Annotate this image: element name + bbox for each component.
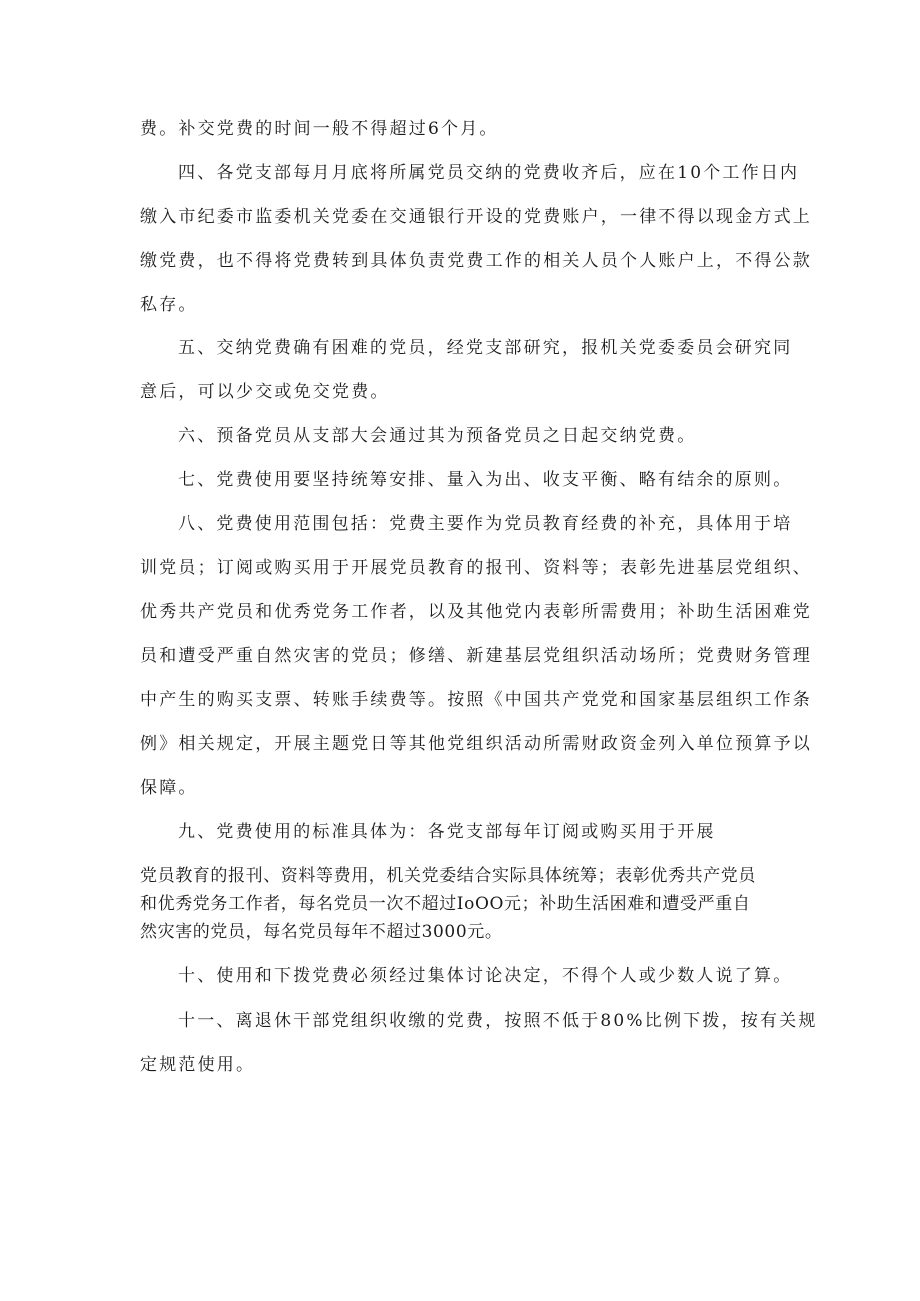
text-line: 缴入市纪委市监委机关党委在交通银行开设的党费账户，一律不得以现金方式上 [140,207,812,227]
text-line: 然灾害的党员，每名党员每年不超过3000元。 [140,922,503,942]
text-line: 意后，可以少交或免交党费。 [140,382,390,402]
text-line: 保障。 [140,778,198,798]
text-line: 优秀共产党员和优秀党务工作者，以及其他党内表彰所需费用；补助生活困难党 [140,602,812,622]
text-line: 缴党费，也不得将党费转到具体负责党费工作的相关人员个人账户上，不得公款 [140,251,812,271]
text-line: 和优秀党务工作者，每名党员一次不超过IoOO元；补助生活困难和遭受严重自 [140,894,751,914]
text-line: 党员教育的报刊、资料等费用，机关党委结合实际具体统筹；表彰优秀共产党员 [140,866,756,886]
paragraph-5-line-1: 五、交纳党费确有困难的党员，经党支部研究，报机关党委委员会研究同 [178,338,793,358]
paragraph-10: 十、使用和下拨党费必须经过集体讨论决定，不得个人或少数人说了算。 [178,966,793,986]
text-line: 员和遭受严重自然灾害的党员；修缮、新建基层党组织活动场所；党费财务管理 [140,646,812,666]
text-line: 定规范使用。 [140,1055,256,1075]
text-line: 例》相关规定，开展主题党日等其他党组织活动所需财政资金列入单位预算予以 [140,734,812,754]
paragraph-4-line-1: 四、各党支部每月月底将所属党员交纳的党费收齐后，应在10个工作日内 [178,163,800,183]
paragraph-7: 七、党费使用要坚持统筹安排、量入为出、收支平衡、略有结余的原则。 [178,470,793,490]
paragraph-9-line-1: 九、党费使用的标准具体为：各党支部每年订阅或购买用于开展 [178,822,716,842]
paragraph-8-line-1: 八、党费使用范围包括：党费主要作为党员教育经费的补充，具体用于培 [178,514,793,534]
text-line: 费。补交党费的时间一般不得超过6个月。 [140,119,499,139]
paragraph-6: 六、预备党员从支部大会通过其为预备党员之日起交纳党费。 [178,426,697,446]
paragraph-11-line-1: 十一、离退休干部党组织收缴的党费，按照不低于80%比例下拨，按有关规 [178,1011,818,1031]
text-line: 训党员；订阅或购买用于开展党员教育的报刊、资料等；表彰先进基层党组织、 [140,558,812,578]
text-line: 中产生的购买支票、转账手续费等。按照《中国共产党党和国家基层组织工作条 [140,690,812,710]
text-line: 私存。 [140,295,198,315]
